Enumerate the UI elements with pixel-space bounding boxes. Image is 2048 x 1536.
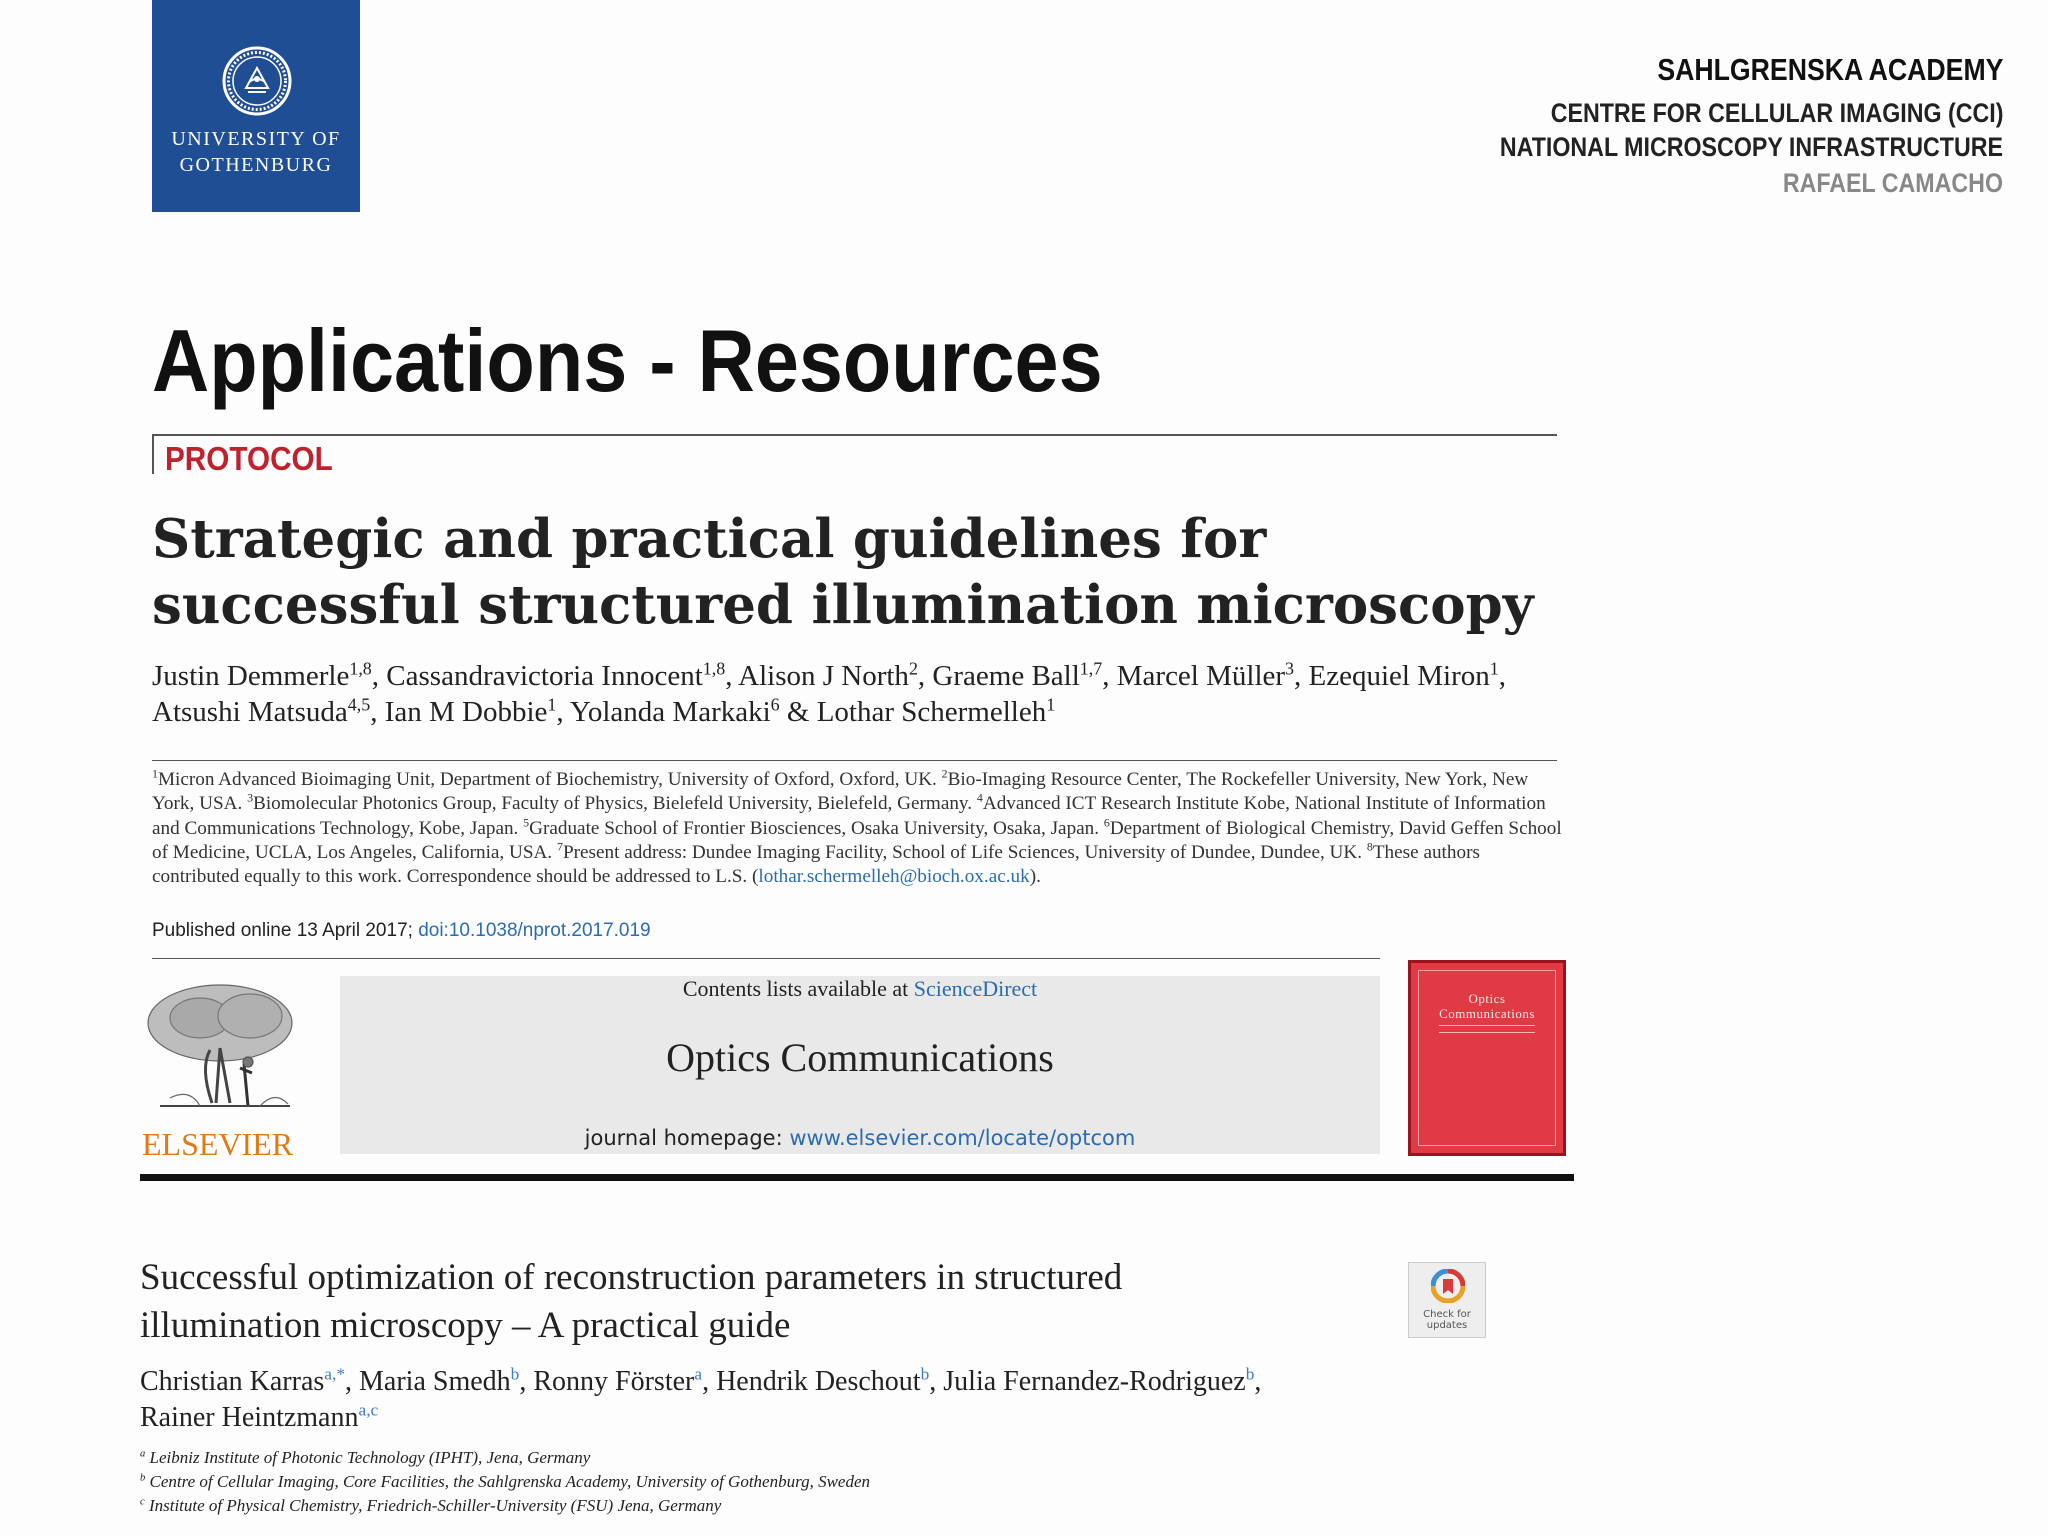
author-name: Justin Demmerle [152,660,350,692]
journal-cover-title: Optics Communications [1439,991,1535,1021]
author-affiliation-marker: 1 [1046,694,1056,715]
author-affiliation-marker: b [1245,1364,1255,1384]
paper1-affiliations: $^1$Micron Advanced Bioimaging Unit, Department of Biochemistry, University of Oxford, Oxford, UK. $^2$Bio-Imaging Resource Center, The Rockefeller University, New York, New York, USA. $^3$Biomolecular Photonics Group, Faculty of Physics, Bielefeld University, Bielefeld, Germany. $^4$Advanced ICT Research Institute Kobe, National Institute of Information and Communications Technology, Kobe, Japan. $^5$Graduate School of Frontier Biosciences, Osaka University, Osaka, Japan. $^6$Department of Biological Chemistry, David Geffen School of Medicine, UCLA, Los Angeles, California, USA. $^7$Present address: Dundee Imaging Facility, School of Life Sciences, University of Dundee, Dundee, UK. $^8$These authors contributed equally to this work. Correspondence should be addressed to L.S. (lothar.schermelleh@bioch.ox.ac.uk). [152,766,1562,888]
check-updates-line1: Check for [1423,1309,1471,1320]
affiliation-text: Institute of Physical Chemistry, Friedrich-Schiller-University (FSU) Jena, Germany [148,1496,722,1515]
author-separator: , [1102,660,1117,692]
journal-homepage [340,1126,1380,1150]
university-logo [152,0,360,212]
paper2-affiliations [140,1446,1340,1518]
author-name: Lothar Schermelleh [816,696,1047,728]
university-name-line2: GOTHENBURG [179,154,333,176]
affiliation-row [140,1470,1340,1494]
paper1-bottom-rule [152,958,1380,959]
author-affiliation-marker: 1,8 [702,658,726,679]
author-affiliation-marker: 3 [1285,658,1295,679]
author-affiliation-marker: b [920,1364,930,1384]
affiliation-text: Micron Advanced Bioimaging Unit, Department of Biochemistry, University of Oxford, Oxford, UK. [157,769,942,790]
affiliation-text: Leibniz Institute of Photonic Technology (IPHT), Jena, Germany [149,1448,591,1467]
doi-link[interactable]: doi:10.1038/nprot.2017.019 [418,920,651,941]
author-affiliation-marker: 1,8 [349,658,372,679]
affiliation-marker: b [140,1472,146,1484]
author-affiliation-marker: 2 [908,658,918,679]
affiliation-text: These authors contributed equally to this work. Correspondence should be addressed to L.S. [152,841,1480,888]
affiliation-text: Department of Biological Chemistry, David Geffen School of Medicine, UCLA, Los Angeles, California, USA. [152,817,1562,863]
check-for-updates-label [1409,1309,1485,1331]
affiliation-text: Centre of Cellular Imaging, Core Facilities, the Sahlgrenska Academy, University of Gothenburg, Sweden [149,1472,871,1491]
author-name: Cassandravictoria Innocent [386,660,703,692]
author-affiliation-marker: 1 [547,694,557,715]
author-separator: , [371,660,387,692]
author-separator: , [519,1366,534,1397]
journal-cover-frame [1418,970,1556,1146]
header-centre: CENTRE FOR CELLULAR IMAGING (CCI) [1550,98,2003,128]
author-name: Rainer Heintzmann [140,1402,359,1433]
university-seal-icon [222,46,292,116]
author-separator: , [345,1366,360,1397]
author-separator: & [779,696,817,728]
affiliation-marker: 8 [1366,839,1373,854]
sciencedirect-link[interactable]: ScienceDirect [913,976,1038,1001]
author-name: Atsushi Matsuda [152,696,348,728]
author-name: Hendrik Deschout [716,1366,921,1397]
author-affiliation-marker: b [510,1364,520,1384]
header-academy: SAHLGRENSKA ACADEMY [1656,52,2003,87]
affiliation-text: Graduate School of Frontier Biosciences, Osaka University, Osaka, Japan. [529,817,1104,839]
contents-prefix: Contents lists available at [682,976,914,1001]
affiliation-marker: c [140,1496,145,1508]
author-affiliation-marker: 1 [1489,658,1499,679]
elsevier-wordmark: ELSEVIER [142,1126,294,1162]
author-separator: , [917,660,933,692]
author-name: Ian M Dobbie [384,696,548,728]
author-name: Marcel Müller [1116,660,1286,692]
check-updates-line2: updates [1426,1320,1468,1331]
author-separator: , [1498,660,1506,692]
author-name: Ronny Förster [533,1366,695,1397]
author-affiliation-marker: 4,5 [347,694,371,715]
journal-cover-rules [1439,1025,1535,1033]
elsevier-logo [140,978,306,1162]
affiliation-row [140,1494,1340,1518]
author-name: Alison J North [738,660,909,692]
published-date-text: Published online 13 April 2017; [152,920,419,941]
affiliation-marker: 5 [523,815,530,830]
protocol-label: PROTOCOL [165,440,333,477]
author-separator: , [702,1366,717,1397]
university-name [152,126,360,178]
author-name: Yolanda Markaki [569,696,771,728]
correspondence-email-link[interactable]: lothar.schermelleh@bioch.ox.ac.uk [758,866,1030,888]
author-affiliation-marker: a,c [358,1400,379,1420]
affiliation-text: Biomolecular Photonics Group, Faculty of Physics, Bielefeld University, Bielefeld, Germany. [253,793,977,815]
contents-availability [340,976,1380,1002]
affiliation-marker: 7 [557,839,563,854]
affiliation-text: Bio-Imaging Resource Center, The Rockefeller University, New York, New York, USA. [152,769,1529,815]
author-separator: , [725,660,739,692]
author-name: Graeme Ball [932,660,1080,692]
affiliation-marker: 4 [976,790,983,805]
affiliation-row [140,1446,1340,1470]
journal-cover-image [1408,960,1566,1156]
affiliation-marker: 6 [1103,815,1110,830]
paper1-affiliation-rule [152,760,1557,761]
journal-header-panel [340,976,1380,1154]
paper2-authors [140,1364,1340,1436]
author-separator: , [556,696,570,728]
slide-title: Applications - Resources [152,311,1103,410]
author-name: Maria Smedh [359,1366,511,1397]
homepage-prefix: journal homepage: [584,1126,790,1150]
author-separator: , [929,1366,944,1397]
affiliation-text: Present address: Dundee Imaging Facility, School of Life Sciences, University of Dundee, Dundee, UK. [562,841,1367,863]
protocol-left-rule [152,434,154,474]
author-separator: , [370,696,385,728]
check-for-updates-icon [1431,1269,1465,1303]
header-infrastructure: NATIONAL MICROSCOPY INFRASTRUCTURE [1499,132,2003,162]
affiliation-marker: a [140,1448,146,1460]
journal-name: Optics Communications [666,1035,1054,1080]
author-separator: , [1254,1366,1262,1397]
journal-homepage-link[interactable]: www.elsevier.com/locate/optcom [789,1126,1136,1150]
affiliation-marker: 2 [941,766,948,781]
affiliation-marker: 3 [247,790,254,805]
paper1-publication-info [152,920,651,942]
author-affiliation-marker: 1,7 [1079,658,1103,679]
author-name: Christian Karras [140,1366,325,1397]
journal-header-rule [140,1174,1574,1181]
check-for-updates-button[interactable] [1408,1262,1486,1338]
author-affiliation-marker: a [694,1364,703,1384]
header-presenter: RAFAEL CAMACHO [1782,168,2003,198]
paper1-title: Strategic and practical guidelines for successful structured illumination microscopy [152,508,1534,636]
author-name: Ezequiel Miron [1308,660,1490,692]
author-affiliation-marker: a,* [324,1364,346,1384]
affiliation-marker: 1 [152,766,158,781]
paper2-title: Successful optimization of reconstruction parameters in structured illumination microscopy – A practical guide [140,1257,1123,1346]
affiliation-text: Advanced ICT Research Institute Kobe, National Institute of Information and Communications Technology, Kobe, Japan. [152,793,1546,839]
protocol-top-rule [152,434,1557,436]
author-name: Julia Fernandez-Rodriguez [943,1366,1246,1397]
paper1-authors [152,658,1562,730]
elsevier-tree-icon [140,978,306,1126]
author-affiliation-marker: 6 [770,694,780,715]
university-name-line1: UNIVERSITY OF [171,128,341,150]
author-separator: , [1294,660,1309,692]
